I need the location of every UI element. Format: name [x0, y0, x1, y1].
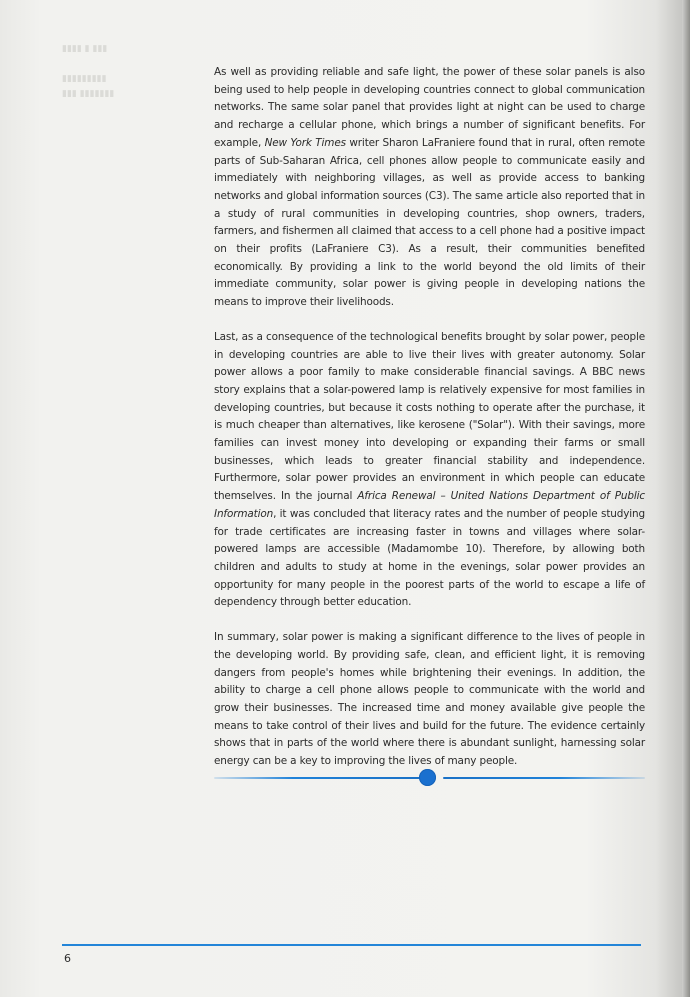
paragraph-3: [214, 629, 645, 771]
page-number: 6: [64, 952, 71, 965]
paragraph-2: [214, 329, 645, 612]
divider-center-dot: [419, 769, 436, 786]
divider-line-right: [443, 777, 645, 779]
page-edge-shadow: [682, 0, 690, 997]
paragraph-text: writer Sharon LaFraniere found that in rural, often remote parts of Sub-Saharan Africa, cell phones allow people to communicate easily and immediately with neighboring villages, as well as provide access to banking networks and global information sources (C3). The same article also reported that in a study of rural communities in developing countries, shop owners, traders, farmers, and fishermen all claimed that access to a cell phone had a positive impact on their profits (LaFraniere C3). As a result, their communities benefited economically. By providing a link to the world beyond the old limits of their immediate community, solar power is giving people in developing nations the means to improve their livelihoods.: [214, 136, 645, 309]
essay-body: [214, 64, 645, 771]
footer-rule: [62, 944, 641, 946]
bleed-through-ghost-text: ▮▮▮▮ ▮ ▮▮▮ ▮▮▮▮▮▮▮▮▮ ▮▮▮ ▮▮▮▮▮▮▮: [62, 44, 115, 99]
italic-citation-title: Africa Renewal – United Nations Department of Public Information: [214, 490, 645, 520]
paragraph-1: [214, 64, 645, 312]
paragraph-text: In summary, solar power is making a significant difference to the lives of people in the developing world. By providing safe, clean, and efficient light, it is removing dangers from people's homes while brightening their evenings. In addition, the ability to charge a cell phone allows people to communicate with the world and grow their businesses. The increased time and money available give people the means to take control of their lives and build for the future. The evidence certainly shows that in parts of the world where there is abundant sunlight, harnessing solar energy can be a key to improving the lives of many people.: [214, 631, 645, 768]
italic-citation-title: New York Times: [264, 136, 346, 149]
section-divider: [214, 765, 645, 791]
paragraph-text: As well as providing reliable and safe light, the power of these solar panels is also being used to help people in developing countries connect to global communication networks. The same solar panel that provides light at night can be used to charge and recharge a cellular phone, which brings a number of significant benefits. For example,: [214, 66, 645, 149]
divider-line-left: [214, 777, 421, 779]
paragraph-text: Last, as a consequence of the technological benefits brought by solar power, people in developing countries are able to live their lives with greater autonomy. Solar power allows a poor family to make considerable financial savings. A BBC news story explains that a solar-powered lamp is relatively expensive for most families in developing countries, but because it costs nothing to operate after the purchase, it is much cheaper than alternatives, like kerosene ("Solar"). With their savings, more families can invest money into developing or expanding their farms or small businesses, which leads to greater financial stability and independence. Furthermore, solar power provides an environment in which people can educate themselves. In the journal: [214, 330, 645, 503]
paragraph-text: , it was concluded that literacy rates and the number of people studying for trade certificates are increasing faster in towns and villages where solar-powered lamps are accessible (Madamombe 10). Therefore, by allowing both children and adults to study at home in the evenings, solar power provides an opportunity for many people in the poorest parts of the world to escape a life of dependency through better education.: [214, 507, 645, 609]
